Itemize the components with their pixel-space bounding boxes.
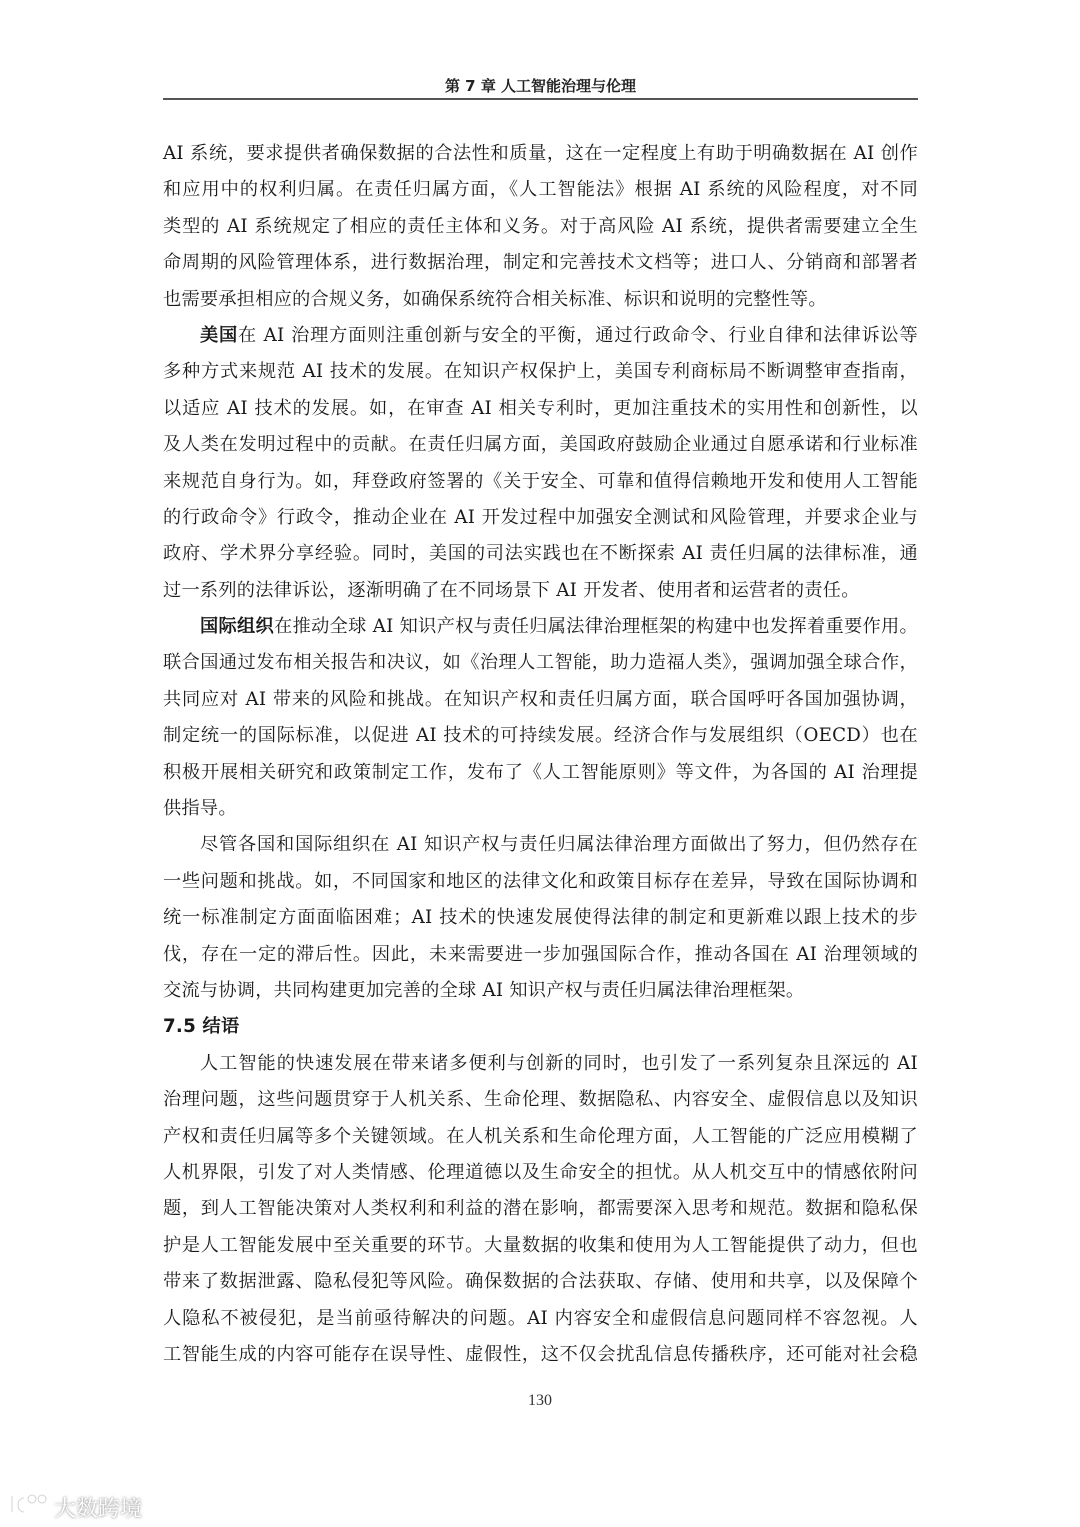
text-line: 命周期的风险管理体系，进行数据治理，制定和完善技术文档等；进口人、分销商和部署者 [163, 252, 918, 274]
text-line: 以适应 AI 技术的发展。如，在审查 AI 相关专利时，更加注重技术的实用性和创新性，以 [163, 397, 918, 419]
bold-term-intl-org: 国际组织 [200, 616, 275, 638]
text-line: 制定统一的国际标准，以促进 AI 技术的可持续发展。经济合作与发展组织（OECD）也在 [163, 725, 918, 747]
paragraph-intl-first-line [163, 609, 918, 645]
bold-term-us: 美国 [200, 324, 239, 346]
header-divider [163, 98, 918, 100]
text-segment: 在 AI 治理方面则注重创新与安全的平衡，通过行政命令、行业自律和法律诉讼等 [238, 324, 918, 346]
page-number: 130 [528, 1392, 552, 1409]
1688-logo-icon [8, 1490, 48, 1524]
text-line: 联合国通过发布相关报告和决议，如《治理人工智能，助力造福人类》，强调加强全球合作， [163, 652, 918, 674]
chapter-header: 第 7 章 人工智能治理与伦理 [444, 77, 637, 95]
text-line: 也需要承担相应的合规义务，如确保系统符合相关标准、标识和说明的完整性等。 [163, 288, 827, 310]
text-line: 来规范自身行为。如，拜登政府签署的《关于安全、可靠和值得信赖地开发和使用人工智能 [163, 470, 918, 492]
text-line: 和应用中的权利归属。在责任归属方面，《人工智能法》根据 AI 系统的风险程度，对不同 [163, 179, 918, 201]
text-line: 及人类在发明过程中的贡献。在责任归属方面，美国政府鼓励企业通过自愿承诺和行业标准 [163, 434, 918, 456]
text-line: 供指导。 [163, 798, 237, 820]
text-line: 一些问题和挑战。如，不同国家和地区的法律文化和政策目标存在差异，导致在国际协调和 [163, 870, 918, 892]
watermark [8, 1490, 142, 1524]
text-line: 尽管各国和国际组织在 AI 知识产权与责任归属法律治理方面做出了努力，但仍然存在 [200, 834, 918, 856]
text-line: 治理问题，这些问题贯穿于人机关系、生命伦理、数据隐私、内容安全、虚假信息以及知识 [163, 1089, 918, 1111]
text-line: 的行政命令》行政令，推动企业在 AI 开发过程中加强安全测试和风险管理，并要求企业与 [163, 506, 918, 528]
text-line: 带来了数据泄露、隐私侵犯等风险。确保数据的合法获取、存储、使用和共享，以及保障个 [163, 1271, 918, 1293]
text-line: 人工智能的快速发展在带来诸多便利与创新的同时，也引发了一系列复杂且深远的 AI [200, 1052, 918, 1074]
text-line: 交流与协调，共同构建更加完善的全球 AI 知识产权与责任归属法律治理框架。 [163, 979, 805, 1001]
text-line: AI 系统，要求提供者确保数据的合法性和质量，这在一定程度上有助于明确数据在 AI 创作 [163, 143, 918, 164]
paragraph-us-first-line [163, 318, 918, 354]
section-heading-7-5: 7.5 结语 [163, 1016, 240, 1038]
text-line: 产权和责任归属等多个关键领域。在人机关系和生命伦理方面，人工智能的广泛应用模糊了 [163, 1125, 918, 1147]
text-line: 人机界限，引发了对人类情感、伦理道德以及生命安全的担忧。从人机交互中的情感依附问 [163, 1161, 918, 1183]
text-line: 积极开展相关研究和政策制定工作，发布了《人工智能原则》等文件，为各国的 AI 治理提 [163, 761, 918, 783]
text-line: 人隐私不被侵犯，是当前亟待解决的问题。AI 内容安全和虚假信息问题同样不容忽视。人 [163, 1307, 918, 1329]
text-segment: 在推动全球 AI 知识产权与责任归属法律治理框架的构建中也发挥着重要作用。 [274, 616, 918, 638]
text-line: 政府、学术界分享经验。同时，美国的司法实践也在不断探索 AI 责任归属的法律标准，通 [163, 543, 918, 565]
watermark-text: 大数跨境 [54, 1496, 143, 1522]
text-line: 过一系列的法律诉讼，逐渐明确了在不同场景下 AI 开发者、使用者和运营者的责任。 [163, 579, 860, 601]
text-line: 共同应对 AI 带来的风险和挑战。在知识产权和责任归属方面，联合国呼吁各国加强协调， [163, 688, 918, 710]
text-line: 多种方式来规范 AI 技术的发展。在知识产权保护上，美国专利商标局不断调整审查指南， [163, 361, 918, 383]
text-line: 伐，存在一定的滞后性。因此，未来需要进一步加强国际合作，推动各国在 AI 治理领域的 [163, 943, 918, 965]
text-line: 类型的 AI 系统规定了相应的责任主体和义务。对于高风险 AI 系统，提供者需要建立全生 [163, 215, 918, 237]
text-line: 统一标准制定方面面临困难；AI 技术的快速发展使得法律的制定和更新难以跟上技术的步 [163, 907, 918, 929]
text-line: 工智能生成的内容可能存在误导性、虚假性，这不仅会扰乱信息传播秩序，还可能对社会稳 [163, 1343, 918, 1365]
text-line: 护是人工智能发展中至关重要的环节。大量数据的收集和使用为人工智能提供了动力，但也 [163, 1234, 918, 1256]
text-line: 题，到人工智能决策对人类权利和利益的潜在影响，都需要深入思考和规范。数据和隐私保 [163, 1198, 918, 1220]
document-body [163, 136, 918, 1373]
